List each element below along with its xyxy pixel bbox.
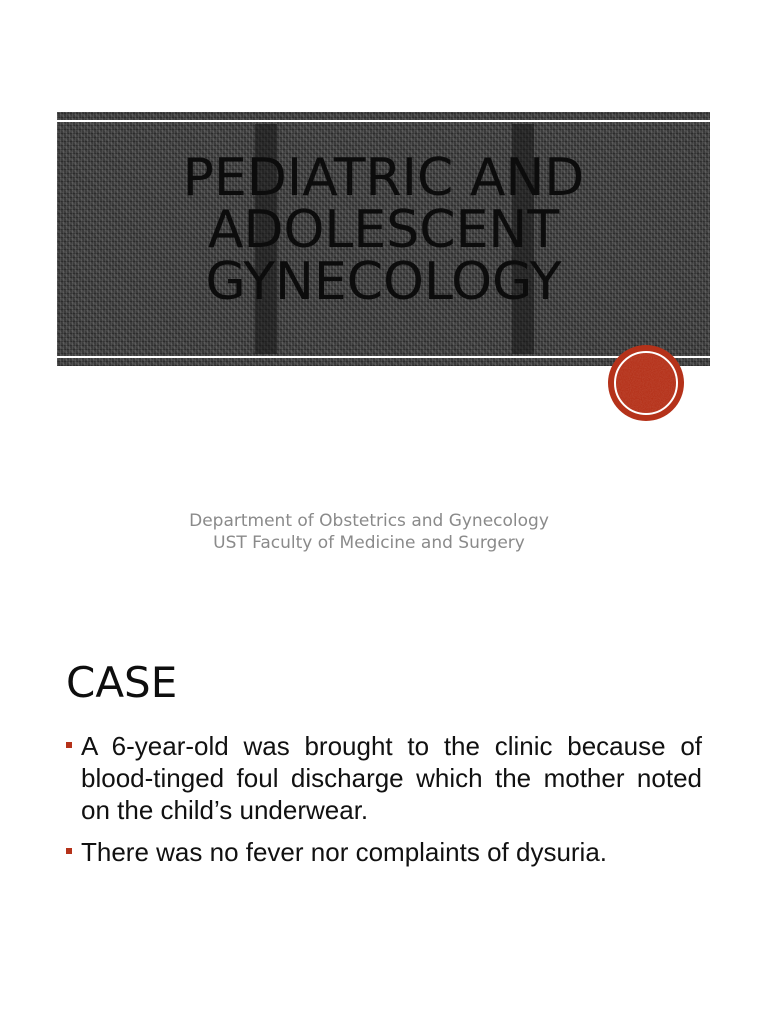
bullet-text: A 6-year-old was brought to the clinic because of blood-tinged foul discharge which the mother noted on the child’s underwear. bbox=[81, 731, 702, 825]
slide-title-line: GYNECOLOGY bbox=[205, 252, 562, 312]
case-slide bbox=[0, 630, 768, 1024]
bullet-text: There was no fever nor complaints of dysuria. bbox=[81, 837, 608, 867]
square-bullet-icon bbox=[66, 848, 72, 854]
list-item bbox=[66, 836, 702, 868]
case-heading: CASE bbox=[66, 658, 178, 707]
list-item bbox=[66, 730, 702, 826]
slide-subtitle bbox=[0, 510, 738, 554]
slide-title bbox=[57, 148, 710, 312]
subtitle-line: UST Faculty of Medicine and Surgery bbox=[213, 533, 525, 553]
subtitle-line: Department of Obstetrics and Gynecology bbox=[189, 511, 549, 531]
seal-circle-icon bbox=[607, 344, 685, 422]
case-bullet-list bbox=[66, 730, 702, 878]
slide-title-line: PEDIATRIC AND bbox=[182, 148, 585, 208]
square-bullet-icon bbox=[66, 742, 72, 748]
slide-title-line: ADOLESCENT bbox=[207, 200, 560, 260]
banner-rule-top bbox=[57, 120, 710, 122]
